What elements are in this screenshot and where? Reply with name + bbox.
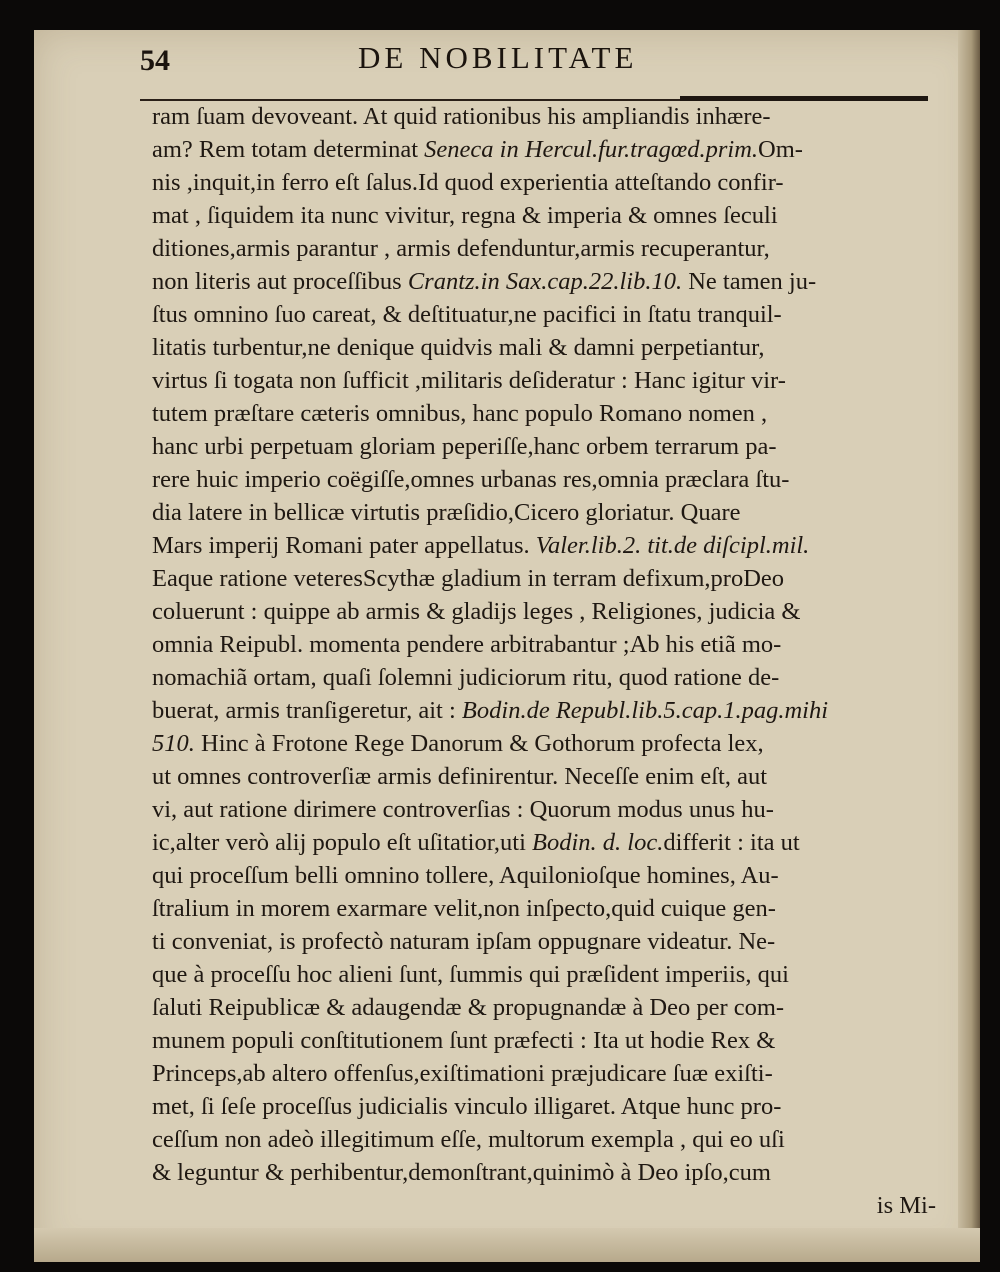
text-segment: qui proceſſum belli omnino tollere, Aquilonioſque homines, Au- [152, 862, 779, 889]
text-segment: nis ,inquit,in ferro eſt ſalus.Id quod experientia atteſtando confir- [152, 169, 784, 196]
text-segment: mat , ſiquidem ita nunc vivitur, regna & imperia & omnes ſeculi [152, 202, 778, 229]
catchword: is Mi- [876, 1192, 936, 1219]
text-line [152, 1057, 942, 1090]
text-segment: ditiones,armis parantur , armis defenduntur,armis recuperantur, [152, 235, 770, 262]
text-line [152, 1024, 942, 1057]
text-line [152, 595, 942, 628]
text-line [152, 265, 942, 298]
text-segment: litatis turbentur,ne denique quidvis mali & damni perpetiantur, [152, 334, 765, 361]
text-segment: que à proceſſu hoc alieni ſunt, ſummis qui præſident imperiis, qui [152, 961, 789, 988]
text-line [152, 364, 942, 397]
citation-italic: Valer.lib.2. tit.de diſcipl.mil. [535, 532, 810, 559]
text-segment: non literis aut proceſſibus [152, 268, 408, 295]
text-line [152, 958, 942, 991]
text-segment: ram ſuam devoveant. At quid rationibus his ampliandis inhære- [152, 103, 771, 130]
text-segment: vi, aut ratione dirimere controverſias : Quorum modus unus hu- [152, 796, 774, 823]
text-segment: omnia Reipubl. momenta pendere arbitrabantur ;Ab his etiã mo- [152, 631, 782, 658]
text-line [152, 298, 942, 331]
citation-italic: Bodin.de Republ.lib.5.cap.1.pag.mihi [461, 697, 829, 724]
text-segment: hanc urbi perpetuam gloriam peperiſſe,hanc orbem terrarum pa- [152, 433, 777, 460]
text-line [152, 1156, 942, 1189]
text-line [152, 529, 942, 562]
text-segment: nomachiã ortam, quaſi ſolemni judiciorum ritu, quod ratione de- [152, 664, 780, 691]
citation-italic: Seneca in Hercul.fur.tragœd.prim. [424, 136, 759, 163]
text-line [152, 430, 942, 463]
text-segment: ut omnes controverſiæ armis definirentur. Neceſſe enim eſt, aut [152, 763, 768, 790]
text-segment: differit : ita ut [663, 829, 800, 856]
text-line [152, 562, 942, 595]
text-line [152, 496, 942, 529]
text-segment: rere huic imperio coëgiſſe,omnes urbanas res,omnia præclara ſtu- [152, 466, 790, 493]
text-line [152, 793, 942, 826]
text-line [152, 331, 942, 364]
text-segment: coluerunt : quippe ab armis & gladijs leges , Religiones, judicia & [152, 598, 801, 625]
text-line [152, 232, 942, 265]
text-segment: ic,alter verò alij populo eſt uſitatior,uti [152, 829, 533, 856]
text-segment: munem populi conſtitutionem ſunt præfecti : Ita ut hodie Rex & [152, 1027, 776, 1054]
text-segment: Eaque ratione veteresScythæ gladium in terram defixum,proDeo [152, 565, 785, 592]
page-bottom-edge [34, 1228, 980, 1262]
text-segment: tutem præſtare cæteris omnibus, hanc populo Romano nomen , [152, 400, 768, 427]
text-line [152, 100, 942, 133]
text-line [152, 166, 942, 199]
text-line [152, 991, 942, 1024]
running-title: DE NOBILITATE [358, 40, 638, 75]
text-segment: ſtus omnino ſuo careat, & deſtituatur,ne pacifici in ſtatu tranquil- [152, 301, 782, 328]
text-segment: Mars imperij Romani pater appellatus. [152, 532, 536, 559]
text-segment: virtus ſi togata non ſufficit ,militaris deſideratur : Hanc igitur vir- [152, 367, 786, 394]
text-line [152, 463, 942, 496]
text-line [152, 859, 942, 892]
text-segment: met, ſi ſeſe proceſſus judicialis vinculo illigaret. Atque hunc pro- [152, 1093, 782, 1120]
text-segment: Princeps,ab altero offenſus,exiſtimationi præjudicare ſuæ exiſti- [152, 1060, 773, 1087]
page-number: 54 [140, 44, 170, 77]
text-line [152, 727, 942, 760]
text-line [152, 133, 942, 166]
text-line [152, 397, 942, 430]
text-segment: dia latere in bellicæ virtutis præſidio,Cicero gloriatur. Quare [152, 499, 741, 526]
text-line [152, 1123, 942, 1156]
text-segment: buerat, armis tranſigeretur, ait : [152, 697, 462, 724]
text-segment: ſtralium in morem exarmare velit,non inſpecto,quid cuique gen- [152, 895, 776, 922]
text-line [152, 694, 942, 727]
text-line [152, 199, 942, 232]
page-fore-edge [958, 30, 980, 1262]
text-line [152, 892, 942, 925]
citation-italic: Crantz.in Sax.cap.22.lib.10. [407, 268, 683, 295]
text-segment: Hinc à Frotone Rege Danorum & Gothorum profecta lex, [194, 730, 764, 757]
text-segment: am? Rem totam determinat [152, 136, 425, 163]
text-line [152, 826, 942, 859]
citation-italic: Bodin. d. loc. [532, 829, 664, 856]
text-line [152, 925, 942, 958]
text-segment: ſaluti Reipublicæ & adaugendæ & propugnandæ à Deo per com- [152, 994, 785, 1021]
text-line [152, 760, 942, 793]
text-line [152, 628, 942, 661]
page-header [140, 40, 920, 84]
text-segment: & leguntur & perhibentur,demonſtrant,quinimò à Deo ipſo,cum [152, 1159, 771, 1186]
text-segment: Om- [758, 136, 803, 163]
text-segment: ti conveniat, is profectò naturam ipſam oppugnare videatur. Ne- [152, 928, 776, 955]
text-segment: Ne tamen ju- [682, 268, 817, 295]
text-line [152, 1090, 942, 1123]
text-segment: ceſſum non adeò illegitimum eſſe, multorum exempla , qui eo uſi [152, 1126, 785, 1153]
body-text [152, 100, 942, 1222]
citation-italic: 510. [152, 730, 195, 757]
text-line [152, 661, 942, 694]
